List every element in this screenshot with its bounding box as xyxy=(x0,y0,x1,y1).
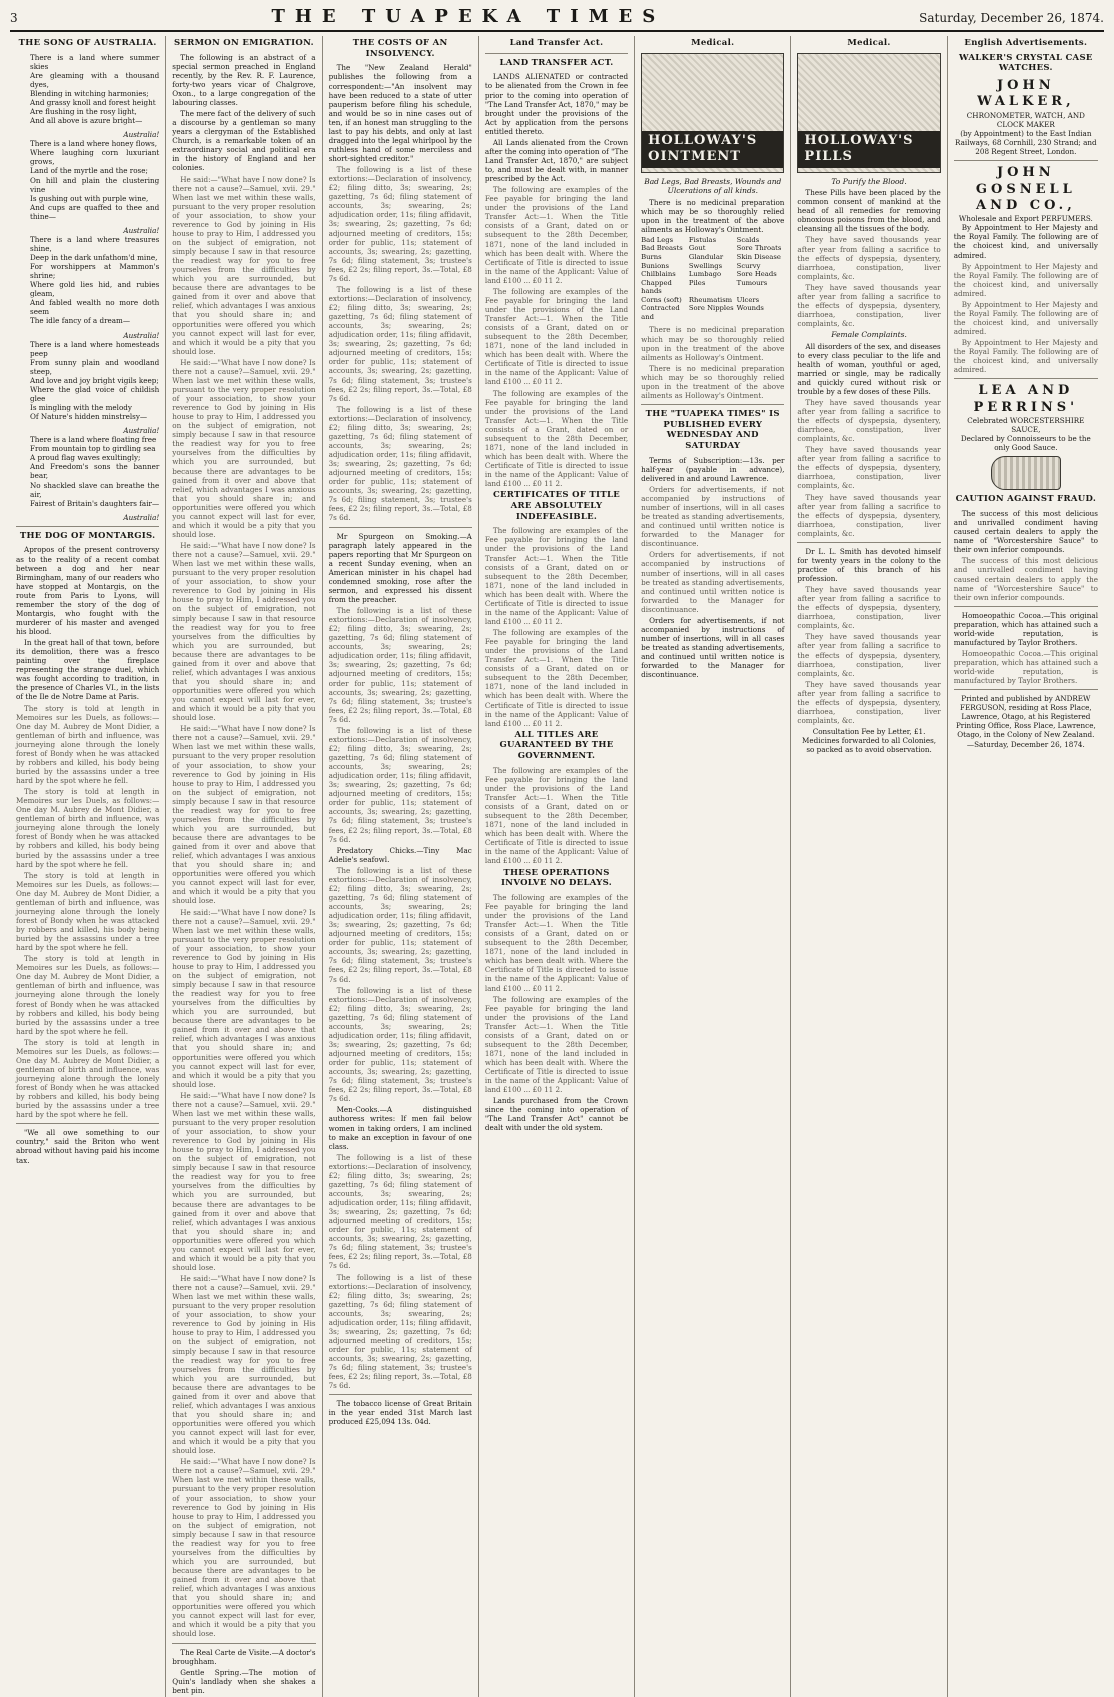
article-paragraph: He said:—"What have I now done? Is there not a cause?—Samuel, xvii. 29." When last we met within these walls, pursuant to the very proper resolution of your association, to show your reverence to God by joining in His house to pray to Him, I addressed you on the subject of emigration, not simply because I saw in that resource the readiest way for you to free yourselves from the difficulties by which you are surrounded, but because there are advantages to be gained from it over and above that relief, which advantages I was anxious that you should share in; and opportunities were offered you which you cannot expect will last for ever, and which it would be a pity that you should lose. xyxy=(172,1274,316,1456)
notice-paragraph: The following are examples of the Fee payable for bringing the land under the provisions of the Land Transfer Act:—1. When the Title consists of a Grant, dated on or subsequent to the 28th December, 1871, none of the land included in which has been dealt with. Where the Certificate of Title is directed to issue in the name of the Applicant: Value of land £100 ... £0 11 2. xyxy=(484,286,629,387)
article-paragraph: The "New Zealand Herald" publishes the following from a correspondent:—"An insolvent may have been reduced to a state of utter pauperism before filing his schedule, and would be so in nine cases out of ten, if an honest man struggling to the last to pay his debts, and only at last dragged into the legal whirlpool by the ruthless hand of some merciless and short-sighted creditor." xyxy=(328,63,472,164)
article-paragraph: The following is a list of these extortions:—Declaration of insolvency, £2; filing ditto, 3s; swearing, 2s; gazetting, 7s 6d; filing statement of accounts, 3s; swearing, 2s; adjudication order, 11s; filing affidavit, 3s; swearing, 2s; gazetting, 7s 6d; adjourned meeting of creditors, 15s; order for public, 11s; statement of accounts, 3s; swearing, 2s; gazetting, 7s 6d; filing statement, 3s; trustee's fees, £2 2s; filing report, 3s.—Total, £8 7s 6d. xyxy=(328,165,472,283)
ad-headline: CAUTION AGAINST FRAUD. xyxy=(955,494,1097,505)
list-item: Sore Throats xyxy=(736,244,782,253)
ad-paragraph: (by Appointment) to the East Indian Railways, 68 Cornhill, 230 Strand; and 208 Regent Street, London. xyxy=(955,128,1097,157)
poem-stanza: There is a land where honey flows, Where laughing corn luxuriant grows, Land of the myrtle and the rose; On hill and plain the clustering vine Is gushing out with purple wine, And cups are quaffed to thee and thine— xyxy=(30,139,160,221)
divider xyxy=(16,1123,159,1124)
article-paragraph: The tobacco license of Great Britain in the year ended 31st March last produced £25,094 13s. 04d. xyxy=(328,1399,472,1427)
masthead xyxy=(10,6,1104,28)
article-paragraph: Men-Cooks.—A distinguished authoress writes: If men fail below women in taking orders, I am inclined to make an exception in favour of one class. xyxy=(328,1105,472,1151)
divider xyxy=(797,542,940,543)
article-paragraph: The following is a list of these extortions:—Declaration of insolvency, £2; filing ditto, 3s; swearing, 2s; gazetting, 7s 6d; filing statement of accounts, 3s; swearing, 2s; adjudication order, 11s; filing affidavit, 3s; swearing, 2s; gazetting, 7s 6d; adjourned meeting of creditors, 15s; order for public, 11s; statement of accounts, 3s; swearing, 2s; gazetting, 7s 6d; filing statement, 3s; trustee's fees, £2 2s; filing report, 3s.—Total, £8 7s 6d. xyxy=(328,284,472,403)
article-paragraph: He said:—"What have I now done? Is there not a cause?—Samuel, xvii. 29." When last we met within these walls, pursuant to the very proper resolution of your association, to show your reverence to God by joining in His house to pray to Him, I addressed you on the subject of emigration, not simply because I saw in that resource the readiest way for you to free yourselves from the difficulties by which you are surrounded, but because there are advantages to be gained from it over and above that relief, which advantages I was anxious that you should share in; and opportunities were offered you which you cannot expect will last for ever, and which it would be a pity that you should lose. xyxy=(172,357,316,539)
notice-paragraph: Terms of Subscription:—13s. per half-year (payable in advance), delivered in and around Lawrence. xyxy=(641,455,785,483)
column-5 xyxy=(635,36,791,1697)
list-item: Fistulas xyxy=(688,235,717,244)
article-paragraph: He said:—"What have I now done? Is there not a cause?—Samuel, xvii. 29." When last we met within these walls, pursuant to the very proper resolution of your association, to show your reverence to God by joining in His house to pray to Him, I addressed you on the subject of emigration, not simply because I saw in that resource the readiest way for you to free yourselves from the difficulties by which you are surrounded, but because there are advantages to be gained from it over and above that relief, which advantages I was anxious that you should share in; and opportunities were offered you which you cannot expect will last for ever, and which it would be a pity that you should lose. xyxy=(172,541,316,723)
list-item: Corns (soft) xyxy=(641,295,682,304)
article-paragraph: Apropos of the present controversy as to the reality of a recent combat between a dog and her near Birmingham, many of our readers who have stopped at Montargis, on the route from Paris to Lyons, will remember the story of the dog of Montargis, who fought with the murderer of his master and avenged his blood. xyxy=(16,545,160,637)
article-paragraph: He said:—"What have I now done? Is there not a cause?—Samuel, xvii. 29." When last we met within these walls, pursuant to the very proper resolution of your association, to show your reverence to God by joining in His house to pray to Him, I addressed you on the subject of emigration, not simply because I saw in that resource the readiest way for you to free yourselves from the difficulties by which you are surrounded, but because there are advantages to be gained from it over and above that relief, which advantages I was anxious that you should share in; and opportunities were offered you which you cannot expect will last for ever, and which it would be a pity that you should lose. xyxy=(172,907,316,1089)
issue-date: Saturday, December 26, 1874. xyxy=(919,11,1104,25)
ad-paragraph: Homoeopathic Cocoa.—This original preparation, which has attained such a world-wide reputation, is manufactured by Taylor Brothers. xyxy=(953,648,1098,686)
ad-paragraph: There is no medicinal preparation which may be so thoroughly relied upon in the treatment of the above ailments as Holloway's Ointment. xyxy=(641,363,785,400)
list-item: Scurvy xyxy=(736,261,761,270)
columns xyxy=(10,36,1104,1695)
poem-refrain: Australia! xyxy=(123,426,160,436)
ad-subtitle: CHRONOMETER, WATCH, AND CLOCK MAKER xyxy=(966,110,1085,129)
page-number: 3 xyxy=(10,11,18,25)
ad-paragraph: By Appointment to Her Majesty and the Royal Family. The following are of the choicest kind, and universally admired. xyxy=(953,338,1098,375)
ad-subtitle: Declared by Connoisseurs to be the only Good Sauce. xyxy=(960,434,1091,453)
notice-subtitle: CERTIFICATES OF TITLE ARE ABSOLUTELY INDEFEASIBLE. xyxy=(492,490,621,522)
ad-subtitle: Wholesale and Export PERFUMERS. xyxy=(958,214,1093,224)
article-paragraph: The following is a list of these extortions:—Declaration of insolvency, £2; filing ditto, 3s; swearing, 2s; gazetting, 7s 6d; filing statement of accounts, 3s; swearing, 2s; adjudication order, 11s; filing affidavit, 3s; swearing, 2s; gazetting, 7s 6d; adjourned meeting of creditors, 15s; order for public, 11s; statement of accounts, 3s; swearing, 2s; gazetting, 7s 6d; filing statement, 3s; trustee's fees, £2 2s; filing report, 3s.—Total, £8 7s 6d. xyxy=(328,865,472,984)
poem-refrain: Australia! xyxy=(123,512,160,522)
ointment-engraving xyxy=(641,53,784,173)
list-item: Scalds xyxy=(736,235,760,244)
poem-title: THE SONG OF AUSTRALIA. xyxy=(18,38,157,48)
notice-paragraph: Orders for advertisements, if not accompanied by instructions of number of insertions, will in all cases be treated as standing advertisements, and continued until written notice is forwarded to the Manager for discontinuance. xyxy=(641,550,785,614)
divider xyxy=(954,689,1098,690)
notice-paragraph: Lands purchased from the Crown since the coming into operation of "The Land Transfer Act" cannot be dealt with under the old system. xyxy=(484,1096,629,1133)
list-item: Ulcers xyxy=(736,295,760,304)
poem-refrain: Australia! xyxy=(123,330,160,340)
ad-paragraph: The success of this most delicious and unrivalled condiment having caused certain dealers to apply the name of "Worcestershire Sauce" to their own inferior compounds. xyxy=(953,509,1098,555)
list-item: Piles xyxy=(688,278,706,287)
notice-paragraph: LANDS ALIENATED or contracted to be alienated from the Crown in fee prior to the coming into operation of "The Land Transfer Act, 1870," may be brought under the provisions of the Act by application from the persons entitled thereto. xyxy=(484,72,629,136)
ad-paragraph: These Pills have been placed by the common consent of mankind at the head of all remedies for removing obnoxious poisons from the blood, and cleansing all the tissues of the body. xyxy=(797,188,941,234)
article-paragraph: The following is a list of these extortions:—Declaration of insolvency, £2; filing ditto, 3s; swearing, 2s; gazetting, 7s 6d; filing statement of accounts, 3s; swearing, 2s; adjudication order, 11s; filing affidavit, 3s; swearing, 2s; gazetting, 7s 6d; adjourned meeting of creditors, 15s; order for public, 11s; statement of accounts, 3s; swearing, 2s; gazetting, 7s 6d; filing statement, 3s; trustee's fees, £2 2s; filing report, 3s.—Total, £8 7s 6d. xyxy=(328,1152,472,1271)
notice-paragraph: Orders for advertisements, if not accompanied by instructions of number of insertions, will in all cases be treated as standing advertisements, and continued until written notice is forwarded to the Manager for discontinuance. xyxy=(641,615,785,680)
article-paragraph: In the great hall of that town, before its demolition, there was a fresco painting over the fireplace representing the strange duel, which was fought according to tradition, in the presence of Charles VI., in the lists of the Ile de Notre Dame at Paris. xyxy=(16,638,160,702)
ad-paragraph: Homoeopathic Cocoa.—This original preparation, which has attained such a world-wide reputation, is manufactured by Taylor Brothers. xyxy=(953,610,1098,647)
list-item: Skin Disease xyxy=(736,252,781,261)
article-paragraph: The following is a list of these extortions:—Declaration of insolvency, £2; filing ditto, 3s; swearing, 2s; gazetting, 7s 6d; filing statement of accounts, 3s; swearing, 2s; adjudication order, 11s; filing affidavit, 3s; swearing, 2s; gazetting, 7s 6d; adjourned meeting of creditors, 15s; order for public, 11s; statement of accounts, 3s; swearing, 2s; gazetting, 7s 6d; filing statement, 3s; trustee's fees, £2 2s; filing report, 3s.—Total, £8 7s 6d. xyxy=(328,725,472,844)
notice-paragraph: The following are examples of the Fee payable for bringing the land under the provisions of the Land Transfer Act:—1. When the Title consists of a Grant, dated on or subsequent to the 28th December, 1871, none of the land included in which has been dealt with. Where the Certificate of Title is directed to issue in the name of the Applicant: Value of land £100 ... £0 11 2. xyxy=(484,628,629,728)
divider xyxy=(954,606,1098,607)
article-paragraph: The following is a list of these extortions:—Declaration of insolvency, £2; filing ditto, 3s; swearing, 2s; gazetting, 7s 6d; filing statement of accounts, 3s; swearing, 2s; adjudication order, 11s; filing affidavit, 3s; swearing, 2s; gazetting, 7s 6d; adjourned meeting of creditors, 15s; order for public, 11s; statement of accounts, 3s; swearing, 2s; gazetting, 7s 6d; filing statement, 3s; trustee's fees, £2 2s; filing report, 3s.—Total, £8 7s 6d. xyxy=(328,606,472,724)
ad-paragraph: By Appointment to Her Majesty and the Royal Family. The following are of the choicest kind, and universally admired. xyxy=(953,261,1098,298)
ad-paragraph: They have saved thousands year after year from falling a sacrifice to the effects of dyspepsia, dysentery, diarrhoea, constipation, liver complaints, &c. xyxy=(797,585,941,631)
article-paragraph: Gentle Spring.—The motion of Quin's landlady when she shakes a bent pin. xyxy=(172,1667,316,1695)
ad-paragraph: They have saved thousands year after year from falling a sacrifice to the effects of dyspepsia, dysentery, diarrhoea, constipation, liver complaints, &c. xyxy=(797,679,941,725)
list-item: Swellings xyxy=(688,261,723,270)
list-item: Sore Heads xyxy=(736,270,777,279)
list-item: Bad Legs xyxy=(641,235,674,244)
list-item: Chapped hands xyxy=(641,278,672,296)
column-6 xyxy=(791,36,947,1697)
ad-company-name: LEA AND PERRINS' xyxy=(973,383,1079,415)
article-paragraph: The Real Carte de Visite.—A doctor's broughham. xyxy=(172,1647,316,1666)
list-item: Rheumatism xyxy=(688,295,733,304)
notice-paragraph: The following are examples of the Fee payable for bringing the land under the provisions of the Land Transfer Act:—1. When the Title consists of a Grant, dated on or subsequent to the 28th December, 1871, none of the land included in which has been dealt with. Where the Certificate of Title is directed to issue in the name of the Applicant: Value of land £100 ... £0 11 2. xyxy=(484,185,629,285)
printer-imprint: Printed and published by ANDREW FERGUSON, residing at Ross Place, Lawrence, Otago, at his Registered Printing Office, Ross Place, Lawrence, Otago, in the Colony of New Zealand.—Saturday, December 26, 1874. xyxy=(955,694,1096,749)
ad-paragraph: They have saved thousands year after year from falling a sacrifice to the effects of dyspepsia, dysentery, diarrhoea, constipation, liver complaints, &c. xyxy=(797,445,941,491)
notice-subtitle: ALL TITLES ARE GUARANTEED BY THE GOVERNMENT. xyxy=(499,729,614,762)
pills-banner: HOLLOWAY'S PILLS xyxy=(798,131,939,168)
divider xyxy=(641,404,784,405)
divider xyxy=(954,160,1098,161)
ad-paragraph: They have saved thousands year after year from falling a sacrifice to the effects of dyspepsia, dysentery, diarrhoea, constipation, liver complaints, &c. xyxy=(797,632,941,678)
list-item: Glandular xyxy=(688,252,724,261)
article-paragraph: Predatory Chicks.—Tiny Mac Adelie's seafowl. xyxy=(328,845,472,864)
article-title: THE DOG OF MONTARGIS. xyxy=(19,530,156,541)
newspaper-title: THE TUAPEKA TIMES xyxy=(271,6,666,27)
notice-paragraph: All Lands alienated from the Crown after the coming into operation of "The Land Transfer Act, 1870," are subject to, and must be dealt with, in manner prescribed by the Act. xyxy=(484,137,629,184)
poem-stanza: There is a land where homesteads peep From sunny plain and woodland steep, And love and joy bright vigils keep; Where the glad voice of childish glee Is mingling with the melody Of Nature's hidden minstrelsy— xyxy=(30,339,160,422)
list-item: Lumbago xyxy=(688,270,722,279)
list-item: Bunions xyxy=(641,261,670,270)
ad-paragraph: By Appointment to Her Majesty and the Royal Family. The following are of the choicest kind, and universally admired. xyxy=(953,223,1098,260)
section-title: English Advertisements. xyxy=(964,38,1088,48)
column-7 xyxy=(948,36,1104,1697)
masthead-rule xyxy=(10,30,1104,32)
article-paragraph: The following is a list of these extortions:—Declaration of insolvency, £2; filing ditto, 3s; swearing, 2s; gazetting, 7s 6d; filing statement of accounts, 3s; swearing, 2s; adjudication order, 11s; filing affidavit, 3s; swearing, 2s; gazetting, 7s 6d; adjourned meeting of creditors, 15s; order for public, 11s; statement of accounts, 3s; swearing, 2s; gazetting, 7s 6d; filing statement, 3s; trustee's fees, £2 2s; filing report, 3s.—Total, £8 7s 6d. xyxy=(328,1272,472,1391)
ad-paragraph: There is no medicinal preparation which may be so thoroughly relied upon in the treatment of the above ailments as Holloway's Ointment. xyxy=(641,197,785,234)
pills-engraving xyxy=(797,53,940,173)
column-3 xyxy=(323,36,479,1697)
column-1 xyxy=(10,36,166,1697)
divider xyxy=(172,1643,315,1644)
notice-paragraph: The following are examples of the Fee payable for bringing the land under the provisions of the Land Transfer Act:—1. When the Title consists of a Grant, dated on or subsequent to the 28th December, 1871, none of the land included in which has been dealt with. Where the Certificate of Title is directed to issue in the name of the Applicant: Value of land £100 ... £0 11 2. xyxy=(484,994,629,1095)
ad-subheading: Female Complaints. xyxy=(831,330,907,340)
list-item: Gout xyxy=(688,244,706,253)
article-paragraph: The story is told at length in Memoires sur les Duels, as follows:—One day M. Aubrey de Mont Didier, a gentleman of birth and influence, was journeying alone through the lonely forest of Bondy when he was attacked by robbers and killed, his body being buried by the assassins under a tree hard by the spot where he fell. xyxy=(16,1037,160,1120)
notice-title: LAND TRANSFER ACT. xyxy=(499,57,614,68)
ailment-list xyxy=(641,236,784,322)
divider xyxy=(954,378,1098,379)
notice-subtitle: THESE OPERATIONS INVOLVE NO DELAYS. xyxy=(500,867,612,889)
article-paragraph: The following is a list of these extortions:—Declaration of insolvency, £2; filing ditto, 3s; swearing, 2s; gazetting, 7s 6d; filing statement of accounts, 3s; swearing, 2s; adjudication order, 11s; filing affidavit, 3s; swearing, 2s; gazetting, 7s 6d; adjourned meeting of creditors, 15s; order for public, 11s; statement of accounts, 3s; swearing, 2s; gazetting, 7s 6d; filing statement, 3s; trustee's fees, £2 2s; filing report, 3s.—Total, £8 7s 6d. xyxy=(328,404,472,523)
section-title: Medical. xyxy=(847,38,891,48)
ad-paragraph: There is no medicinal preparation which may be so thoroughly relied upon in the treatment of the above ailments as Holloway's Ointment. xyxy=(641,325,785,362)
ad-paragraph: All disorders of the sex, and diseases to every class peculiar to the life and health of woman, youthful or aged, married or single, may be radically and quickly cured without risk or trouble by a few doses of these Pills. xyxy=(797,341,941,396)
ad-paragraph: Consultation Fee by Letter, £1. Medicines forwarded to all Colonies, so packed as to avoid observation. xyxy=(802,727,937,755)
ad-paragraph: They have saved thousands year after year from falling a sacrifice to the effects of dyspepsia, dysentery, diarrhoea, constipation, liver complaints, &c. xyxy=(797,492,941,538)
poem-stanza: There is a land where treasures shine, Deep in the dark unfathom'd mine, For worshippers at Mammon's shrine; Where gold lies hid, and rubies gleam, And fabled wealth no more doth seem The idle fancy of a dream— xyxy=(30,234,160,326)
list-item: Burns xyxy=(641,252,662,261)
notice-paragraph: The following are examples of the Fee payable for bringing the land under the provisions of the Land Transfer Act:—1. When the Title consists of a Grant, dated on or subsequent to the 28th December, 1871, none of the land included in which has been dealt with. Where the Certificate of Title is directed to issue in the name of the Applicant: Value of land £100 ... £0 11 2. xyxy=(484,388,629,489)
list-item: Bad Breasts xyxy=(641,244,683,253)
list-item: Sore Nipples xyxy=(688,304,734,313)
article-paragraph: The story is told at length in Memoires sur les Duels, as follows:—One day M. Aubrey de Mont Didier, a gentleman of birth and influence, was journeying alone through the lonely forest of Bondy when he was attacked by robbers and killed, his body being buried by the assassins under a tree hard by the spot where he fell. xyxy=(16,870,160,953)
article-paragraph: He said:—"What have I now done? Is there not a cause?—Samuel, xvii. 29." When last we met within these walls, pursuant to the very proper resolution of your association, to show your reverence to God by joining in His house to pray to Him, I addressed you on the subject of emigration, not simply because I saw in that resource the readiest way for you to free yourselves from the difficulties by which you are surrounded, but because there are advantages to be gained from it over and above that relief, which advantages I was anxious that you should share in; and opportunities were offered you which you cannot expect will last for ever, and which it would be a pity that you should lose. xyxy=(172,1090,316,1272)
article-paragraph: The story is told at length in Memoires sur les Duels, as follows:—One day M. Aubrey de Mont Didier, a gentleman of birth and influence, was journeying alone through the lonely forest of Bondy when he was attacked by robbers and killed, his body being buried by the assassins under a tree hard by the spot where he fell. xyxy=(16,787,160,869)
list-item: Wounds xyxy=(736,304,764,313)
article-paragraph: "We all owe something to our country," said the Briton who went abroad without having paid his income tax. xyxy=(16,1128,160,1165)
article-title: SERMON ON EMIGRATION. xyxy=(173,38,314,48)
article-paragraph: The story is told at length in Memoires sur les Duels, as follows:—One day M. Aubrey de Mont Didier, a gentleman of birth and influence, was journeying alone through the lonely forest of Bondy when he was attacked by robbers and killed, his body being buried by the assassins under a tree hard by the spot where he fell. xyxy=(16,954,160,1036)
article-paragraph: He said:—"What have I now done? Is there not a cause?—Samuel, xvii. 29." When last we met within these walls, pursuant to the very proper resolution of your association, to show your reverence to God by joining in His house to pray to Him, I addressed you on the subject of emigration, not simply because I saw in that resource the readiest way for you to free yourselves from the difficulties by which you are surrounded, but because there are advantages to be gained from it over and above that relief, which advantages I was anxious that you should share in; and opportunities were offered you which you cannot expect will last for ever, and which it would be a pity that you should lose. xyxy=(172,174,316,356)
section-title: Medical. xyxy=(691,38,735,48)
article-paragraph: He said:—"What have I now done? Is there not a cause?—Samuel, xvii. 29." When last we met within these walls, pursuant to the very proper resolution of your association, to show your reverence to God by joining in His house to pray to Him, I addressed you on the subject of emigration, not simply because I saw in that resource the readiest way for you to free yourselves from the difficulties by which you are surrounded, but because there are advantages to be gained from it over and above that relief, which advantages I was anxious that you should share in; and opportunities were offered you which you cannot expect will last for ever, and which it would be a pity that you should lose. xyxy=(172,724,316,906)
ad-paragraph: By Appointment to Her Majesty and the Royal Family. The following are of the choicest kind, and universally admired. xyxy=(953,299,1098,337)
list-item: Tumours xyxy=(736,278,768,287)
column-4 xyxy=(479,36,635,1697)
poem-refrain: Australia! xyxy=(123,130,160,140)
notice-paragraph: Orders for advertisements, if not accompanied by instructions of number of insertions, will in all cases be treated as standing advertisements, and continued until written notice is forwarded to the Manager for discontinuance. xyxy=(641,484,785,549)
ad-caption: Bad Legs, Bad Breasts, Wounds and Ulcerations of all kinds. xyxy=(644,176,782,196)
section-title: Land Transfer Act. xyxy=(509,38,604,48)
sauce-bottle-illustration xyxy=(991,456,1061,490)
ad-paragraph: They have saved thousands year after year from falling a sacrifice to the effects of dyspepsia, dysentery, diarrhoea, constipation, liver complaints, &c. xyxy=(797,397,941,444)
article-paragraph: Mr Spurgeon on Smoking.—A paragraph lately appeared in the papers reporting that Mr Spurgeon on a recent Sunday evening, when an American minister in his chapel had condemned smoking, rose after the sermon, and expressed his dissent from the preacher. xyxy=(328,531,472,604)
article-paragraph: The story is told at length in Memoires sur les Duels, as follows:—One day M. Aubrey de Mont Didier, a gentleman of birth and influence, was journeying alone through the lonely forest of Bondy when he was attacked by robbers and killed, his body being buried by the assassins under a tree hard by the spot where he fell. xyxy=(16,703,160,786)
poem-stanza: There is a land where summer skies Are gleaming with a thousand dyes, Blending in witching harmonies; And grassy knoll and forest height Are flushing in the rosy light, And all above is azure bright— xyxy=(30,52,160,126)
article-paragraph: The following is an abstract of a special sermon preached in England recently, by the Rev. R. F. Laurence, forty-two years vicar of Chalgrove, Oxon., to a large congregation of the labouring classes. xyxy=(172,52,316,108)
divider xyxy=(329,1394,472,1395)
ad-subtitle: Celebrated WORCESTERSHIRE SAUCE, xyxy=(967,416,1085,435)
ointment-banner: HOLLOWAY'S OINTMENT xyxy=(642,131,783,168)
ad-paragraph: Dr L. L. Smith has devoted himself for twenty years in the colony to the practice of this branch of his profession. xyxy=(797,546,941,584)
column-2 xyxy=(166,36,322,1697)
ad-company-name: JOHN GOSNELL AND CO., xyxy=(975,165,1076,213)
ad-headline: WALKER'S CRYSTAL CASE WATCHES. xyxy=(959,52,1093,74)
notice-paragraph: The following are examples of the Fee payable for bringing the land under the provisions of the Land Transfer Act:—1. When the Title consists of a Grant, dated on or subsequent to the 28th December, 1871, none of the land included in which has been dealt with. Where the Certificate of Title is directed to issue in the name of the Applicant: Value of land £100 ... £0 11 2. xyxy=(484,526,629,626)
list-item: Contracted and xyxy=(641,304,680,321)
article-paragraph: The following is a list of these extortions:—Declaration of insolvency, £2; filing ditto, 3s; swearing, 2s; gazetting, 7s 6d; filing statement of accounts, 3s; swearing, 2s; adjudication order, 11s; filing affidavit, 3s; swearing, 2s; gazetting, 7s 6d; adjourned meeting of creditors, 15s; order for public, 11s; statement of accounts, 3s; swearing, 2s; gazetting, 7s 6d; filing statement, 3s; trustee's fees, £2 2s; filing report, 3s.—Total, £8 7s 6d. xyxy=(328,985,472,1104)
notice-paragraph: The following are examples of the Fee payable for bringing the land under the provisions of the Land Transfer Act:—1. When the Title consists of a Grant, dated on or subsequent to the 28th December, 1871, none of the land included in which has been dealt with. Where the Certificate of Title is directed to issue in the name of the Applicant: Value of land £100 ... £0 11 2. xyxy=(484,765,629,866)
ad-paragraph: The success of this most delicious and unrivalled condiment having caused certain dealers to apply the name of "Worcestershire Sauce" to their own inferior compounds. xyxy=(953,556,1098,602)
ad-paragraph: They have saved thousands year after year from falling a sacrifice to the effects of dyspepsia, dysentery, diarrhoea, constipation, liver complaints, &c. xyxy=(797,282,941,329)
publication-notice-title: THE "TUAPEKA TIMES" IS PUBLISHED EVERY WEDNESDAY AND SATURDAY xyxy=(645,408,780,452)
divider xyxy=(16,526,159,527)
ad-company-name: JOHN WALKER, xyxy=(977,78,1075,110)
article-paragraph: The mere fact of the delivery of such a discourse by a gentleman so many years a clergyman of the Established Church, is a remarkable token of an extraordinary social and political era in the history of England and her colonies. xyxy=(172,109,316,173)
divider xyxy=(485,53,628,54)
divider xyxy=(329,527,472,528)
article-paragraph: He said:—"What have I now done? Is there not a cause?—Samuel, xvii. 29." When last we met within these walls, pursuant to the very proper resolution of your association, to show your reverence to God by joining in His house to pray to Him, I addressed you on the subject of emigration, not simply because I saw in that resource the readiest way for you to free yourselves from the difficulties by which you are surrounded, but because there are advantages to be gained from it over and above that relief, which advantages I was anxious that you should share in; and opportunities were offered you which you cannot expect will last for ever, and which it would be a pity that you should lose. xyxy=(172,1457,316,1639)
article-title: THE COSTS OF AN INSOLVENCY. xyxy=(352,38,448,59)
poem-stanza: There is a land where floating free From mountain top to girdling sea A proud flag waves exultingly; And Freedom's sons the banner bear, No shackled slave can breathe the air, Fairest of Britain's daughters fair— xyxy=(30,435,160,508)
ad-paragraph: They have saved thousands year after year from falling a sacrifice to the effects of dyspepsia, dysentery, diarrhoea, constipation, liver complaints, &c. xyxy=(797,235,941,281)
ad-caption: To Purify the Blood. xyxy=(831,176,907,186)
notice-paragraph: The following are examples of the Fee payable for bringing the land under the provisions of the Land Transfer Act:—1. When the Title consists of a Grant, dated on or subsequent to the 28th December, 1871, none of the land included in which has been dealt with. Where the Certificate of Title is directed to issue in the name of the Applicant: Value of land £100 ... £0 11 2. xyxy=(484,892,629,993)
poem-refrain: Australia! xyxy=(123,225,160,235)
list-item: Chilblains xyxy=(641,270,676,279)
